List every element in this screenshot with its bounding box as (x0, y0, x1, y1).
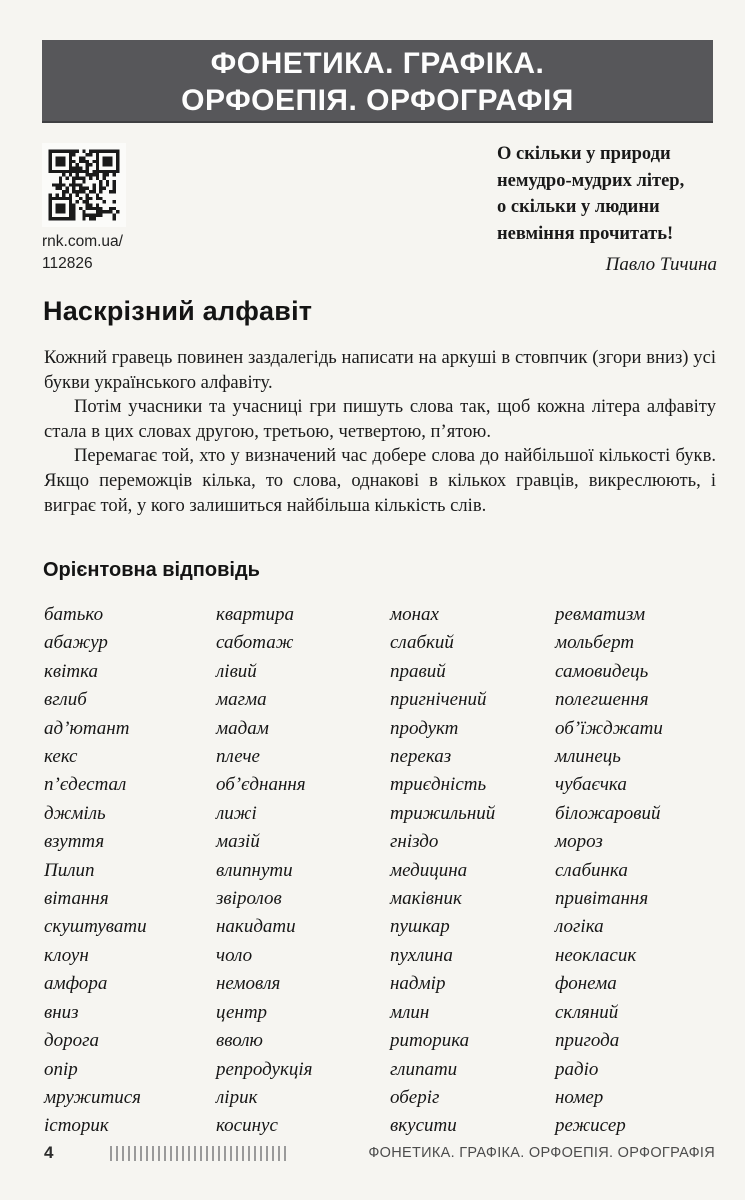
word-item: взуття (44, 831, 105, 853)
word-item: млинець (555, 746, 621, 768)
word-item: скуштувати (44, 916, 147, 938)
word-item: глипати (390, 1058, 458, 1080)
tick-mark (230, 1146, 232, 1161)
word-item: мадам (216, 717, 269, 739)
word-item: об’їжджати (555, 717, 663, 739)
word-item: слабинка (555, 859, 628, 881)
tick-mark (116, 1146, 118, 1161)
word-item: репродукція (216, 1058, 313, 1080)
word-item: номер (555, 1086, 604, 1108)
word-item: вітання (44, 888, 109, 910)
word-item: мороз (555, 831, 603, 853)
tick-mark (152, 1146, 154, 1161)
page-number: 4 (44, 1143, 54, 1162)
word-item: мружитися (44, 1086, 141, 1108)
word-item: влипнути (216, 859, 293, 881)
word-item: немовля (216, 973, 281, 995)
tick-mark (146, 1146, 148, 1161)
word-item: риторика (390, 1030, 470, 1052)
word-item: саботаж (216, 632, 294, 654)
word-item: плече (216, 746, 260, 768)
word-item: скляний (555, 1001, 619, 1023)
paragraph: Потім учасники та учасниці гри пишуть слова так, щоб кожна літера алфавіту стала в цих словах другою, третьою, четвертою, п’ятою. (44, 396, 716, 442)
word-item: вниз (44, 1001, 79, 1023)
word-item: батько (44, 604, 104, 625)
tick-mark (134, 1146, 136, 1161)
word-item: радіо (555, 1058, 599, 1080)
answer-subheading: Орієнтовна відповідь (43, 559, 260, 581)
page-footer (44, 1142, 715, 1164)
word-item: історик (44, 1115, 109, 1137)
chapter-banner-line2: ОРФОЕПІЯ. ОРФОГРАФІЯ (181, 83, 574, 117)
word-item: логіка (555, 916, 604, 938)
word-item: самовидець (555, 660, 649, 682)
word-item: абажур (44, 632, 108, 654)
word-item: триєдність (390, 774, 487, 796)
word-item: лижі (216, 802, 257, 824)
epigraph-line: о скільки у людини (497, 197, 660, 217)
word-item: чоло (216, 944, 253, 966)
word-item: Пилип (44, 859, 95, 881)
tick-mark (254, 1146, 256, 1161)
word-item: переказ (390, 746, 452, 768)
word-item: клоун (44, 944, 89, 966)
tick-mark (236, 1146, 238, 1161)
tick-mark (110, 1146, 112, 1161)
epigraph-line: О скільки у природи (497, 144, 671, 164)
word-item: маківник (390, 888, 462, 910)
word-item: оберіг (390, 1086, 440, 1108)
word-item: слабкий (390, 632, 454, 654)
word-item: мольберт (555, 632, 635, 654)
word-item: привітання (555, 888, 649, 910)
word-item: накидати (216, 916, 296, 938)
epigraph-line: немудро-мудрих літер, (497, 170, 685, 191)
word-item: лівий (216, 660, 257, 682)
word-item: пригода (555, 1030, 620, 1052)
chapter-banner (42, 40, 713, 123)
word-item: млин (390, 1001, 430, 1023)
tick-mark (206, 1146, 208, 1161)
word-item: джміль (44, 802, 106, 824)
section-heading: Наскрізний алфавіт (43, 296, 313, 326)
paragraph: Кожний гравець повинен заздалегідь написати на аркуші в стовпчик (згори вниз) усі букви українського алфавіту. (44, 347, 716, 393)
tick-mark (158, 1146, 160, 1161)
tick-mark (182, 1146, 184, 1161)
word-item: квартира (216, 604, 294, 625)
tick-mark (122, 1146, 124, 1161)
word-item: правий (390, 660, 446, 682)
word-item: вглиб (44, 689, 87, 711)
word-item: ревматизм (555, 604, 646, 625)
word-item: звіролов (216, 888, 282, 910)
word-item: центр (216, 1001, 268, 1023)
tick-mark (272, 1146, 274, 1161)
paragraph: Перемагає той, хто у визначений час добере слова до найбільшої кількості букв. Якщо переможців кілька, то слова, однакові в кількох гравців, викреслюють, і виграє той, у кого залишиться найбільша кількість слів. (44, 445, 716, 516)
tick-mark (140, 1146, 142, 1161)
footer-tick-ornament (110, 1146, 286, 1161)
word-item: квітка (44, 660, 99, 682)
tick-mark (170, 1146, 172, 1161)
word-item: вкусити (390, 1115, 457, 1137)
tick-mark (188, 1146, 190, 1161)
tick-mark (218, 1146, 220, 1161)
word-item: кекс (44, 746, 78, 768)
word-item: косинус (216, 1115, 278, 1137)
word-item: біложаровий (555, 802, 661, 824)
word-item: фонема (555, 973, 617, 995)
running-title: ФОНЕТИКА. ГРАФІКА. ОРФОЕПІЯ. ОРФОГРАФІЯ (368, 1145, 715, 1161)
word-item: лірик (216, 1086, 258, 1108)
qr-url-line2: 112826 (42, 255, 93, 272)
tick-mark (224, 1146, 226, 1161)
word-item: режисер (555, 1115, 626, 1137)
word-item: дорога (44, 1030, 100, 1052)
qr-url-line1: rnk.com.ua/ (42, 233, 123, 250)
tick-mark (248, 1146, 250, 1161)
qr-url (42, 231, 123, 275)
word-item: вволю (216, 1030, 263, 1052)
word-item: чубаєчка (555, 774, 627, 796)
word-item: медицина (390, 859, 468, 881)
word-item: пухлина (390, 944, 453, 966)
tick-mark (176, 1146, 178, 1161)
word-item: надмір (390, 973, 446, 995)
tick-mark (164, 1146, 166, 1161)
word-item: полегшення (555, 689, 649, 711)
chapter-banner-line1: ФОНЕТИКА. ГРАФІКА. (210, 46, 545, 80)
tick-mark (278, 1146, 280, 1161)
tick-mark (260, 1146, 262, 1161)
qr-code-icon (42, 143, 126, 227)
game-rules-text (44, 346, 716, 518)
tick-mark (212, 1146, 214, 1161)
tick-mark (284, 1146, 286, 1161)
word-item: мазій (216, 831, 260, 853)
word-item: продукт (390, 717, 459, 739)
word-item: трижильний (390, 802, 496, 824)
tick-mark (128, 1146, 130, 1161)
word-item: ад’ютант (44, 717, 130, 739)
answer-word-grid (44, 601, 716, 1141)
word-item: об’єднання (216, 774, 306, 796)
word-item: амфора (44, 973, 108, 995)
epigraph (497, 141, 717, 276)
word-item: магма (216, 689, 267, 711)
epigraph-author: Павло Тичина (605, 254, 717, 275)
word-item: гніздо (390, 831, 439, 853)
word-item: неокласик (555, 944, 637, 966)
tick-mark (194, 1146, 196, 1161)
tick-mark (242, 1146, 244, 1161)
word-item: п’єдестал (44, 774, 127, 796)
word-item: пушкар (390, 916, 450, 938)
tick-mark (266, 1146, 268, 1161)
epigraph-line: невміння прочитать! (497, 223, 674, 244)
word-item: пригнічений (390, 689, 487, 711)
word-item: опір (44, 1058, 78, 1080)
tick-mark (200, 1146, 202, 1161)
word-item: монах (390, 604, 439, 625)
